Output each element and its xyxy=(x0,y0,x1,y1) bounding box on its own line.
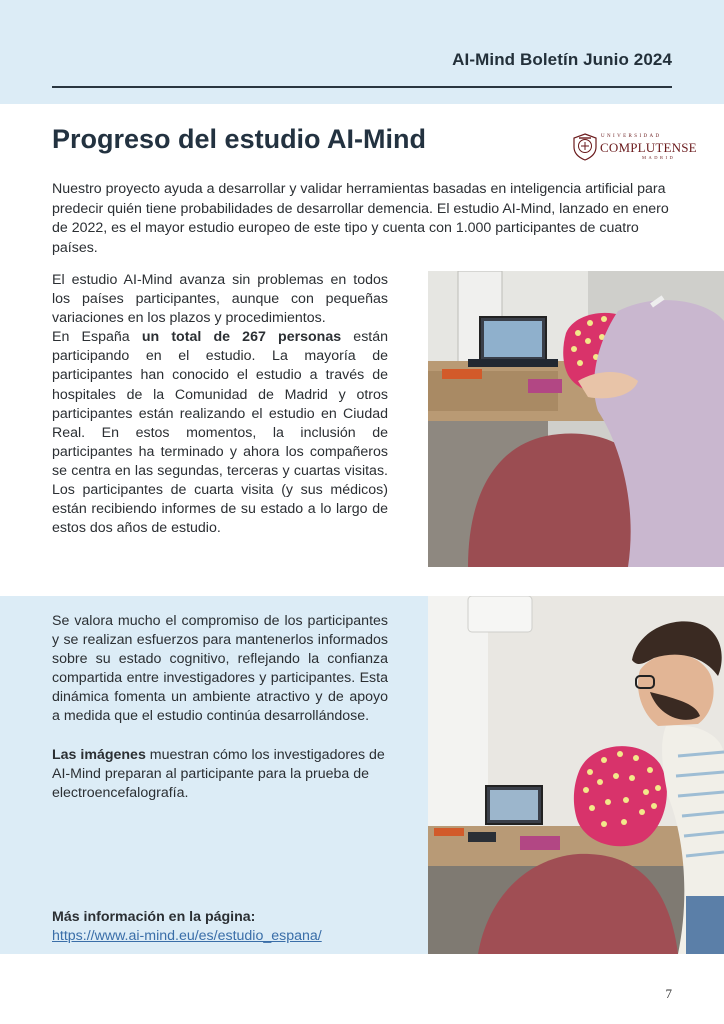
section1-paragraph-1: El estudio AI-Mind avanza sin problemas en todos los países participantes, aunque con pequeñas variaciones en los plazos y procedimientos. xyxy=(52,272,388,327)
university-seal-icon xyxy=(572,133,598,161)
intro-paragraph: Nuestro proyecto ayuda a desarrollar y validar herramientas basadas en inteligencia artificial para predecir quién tiene probabilidades de desarrollar demencia. El estudio AI-Mind, lanzado en enero de 2022, es el mayor estudio europeo de este tipo y cuenta con 1.000 participantes de cuatro países. xyxy=(52,181,669,256)
study-link[interactable]: https://www.ai-mind.eu/es/estudio_espana/ xyxy=(52,928,322,945)
university-logo xyxy=(572,133,697,163)
section2-paragraph-1: Se valora mucho el compromiso de los participantes y se realizan esfuerzos para mantenerlos informados sobre su estado cognitivo, reflejando la confianza compartida entre investigadores y participantes. Esta dinámica fomenta un ambiente atractivo y de apoyo a medida que el estudio continúa desarrollándose. xyxy=(52,613,388,725)
images-label: Las imágenes xyxy=(52,746,146,763)
logo-text-main: COMPLUTENSE xyxy=(600,140,697,155)
logo-text-city: MADRID xyxy=(642,155,676,160)
eeg-photo-1 xyxy=(428,271,724,567)
page-title: Progreso del estudio AI-Mind xyxy=(52,124,427,154)
section1-text xyxy=(52,271,388,538)
more-info-label: Más información en la página: xyxy=(52,909,256,925)
header-divider xyxy=(52,86,672,88)
section2-paragraph-2: Las imágenes muestran cómo los investigadores de AI-Mind preparan al participante para la prueba de electroencefalografía. xyxy=(52,746,385,801)
eeg-photo-2 xyxy=(428,596,724,954)
page-number: 7 xyxy=(665,986,672,1001)
newsletter-title: AI-Mind Boletín Junio 2024 xyxy=(452,50,672,69)
section1-paragraph-2: En España un total de 267 personas están participando en el estudio. La mayoría de participantes han conocido el estudio a través de hospitales de la Comunidad de Madrid y otros participantes están realizando el estudio en Ciudad Real. En estos momentos, la inclusión de participantes ha terminado y ahora los compañeros se centra en las segundas, terceras y cuartas visitas. Los participantes de cuarta visita (y sus médicos) están recibiendo informes de su estado a lo largo de estos dos años de estudio. xyxy=(52,329,389,537)
section2-text xyxy=(52,612,388,803)
participant-count: un total de 267 personas xyxy=(141,329,342,346)
more-info xyxy=(52,908,388,946)
logo-text-top: UNIVERSIDAD xyxy=(601,134,662,139)
